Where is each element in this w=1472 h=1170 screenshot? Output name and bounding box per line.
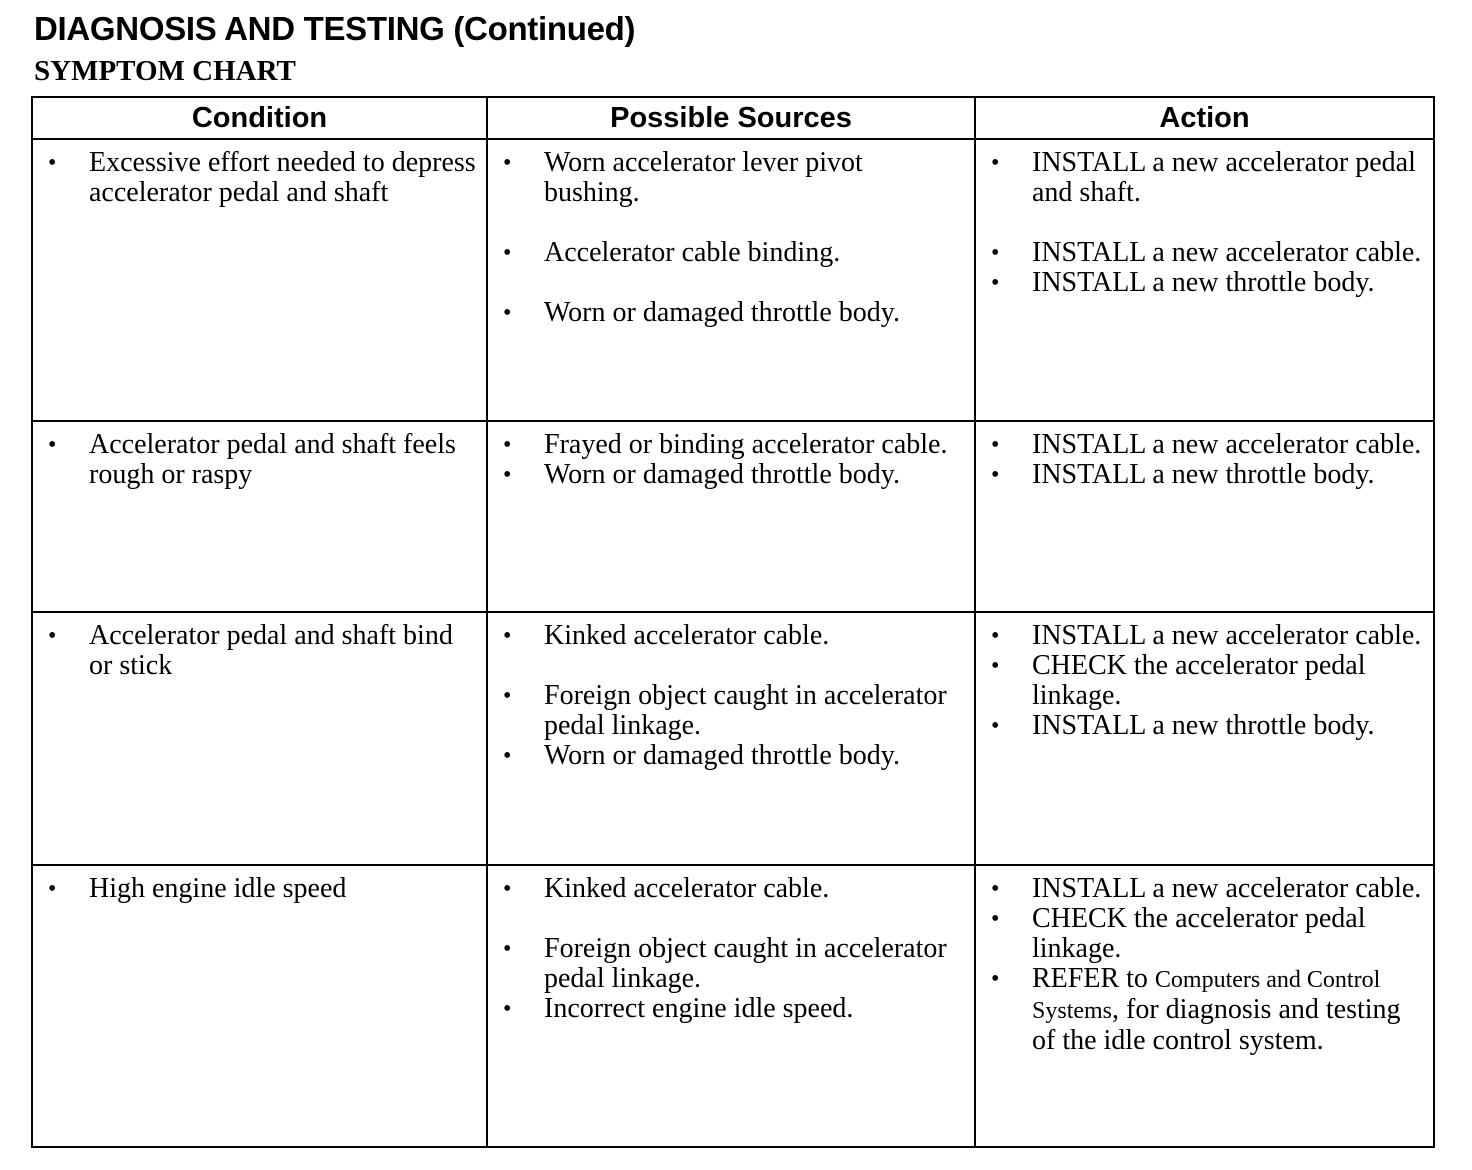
sources-cell [487, 421, 975, 612]
action-item: • INSTALL a new throttle body. [976, 268, 1423, 298]
sources-cell [487, 139, 975, 421]
section-title: SYMPTOM CHART [34, 55, 296, 87]
page-title: DIAGNOSIS AND TESTING (Continued) [34, 10, 636, 47]
sources-cell [487, 612, 975, 865]
action-item: • INSTALL a new accelerator cable. [976, 621, 1423, 651]
action-item-refer [976, 964, 1423, 1056]
condition-cell [32, 421, 487, 612]
refer-tail: , for diagnosis and testing of the idle control system. [1032, 994, 1401, 1056]
action-item: • INSTALL a new throttle body. [976, 711, 1423, 741]
source-item: • Foreign object caught in accelerator pedal linkage. [488, 681, 964, 741]
action-item: • INSTALL a new throttle body. [976, 460, 1423, 490]
action-item: • INSTALL a new accelerator pedal and shaft. [976, 148, 1423, 208]
source-item: • Worn or damaged throttle body. [488, 460, 964, 490]
condition-item: • Accelerator pedal and shaft bind or stick [33, 621, 476, 681]
source-item: • Incorrect engine idle speed. [488, 994, 964, 1024]
action-item: • INSTALL a new accelerator cable. [976, 874, 1423, 904]
action-cell [975, 139, 1434, 421]
header-row [32, 97, 1434, 139]
condition-cell [32, 612, 487, 865]
refer-verb: REFER to [1032, 963, 1148, 994]
source-item: • Accelerator cable binding. [488, 238, 964, 268]
source-item: • Frayed or binding accelerator cable. [488, 430, 964, 460]
table-row [32, 612, 1434, 865]
column-header-action: Action [975, 97, 1434, 139]
action-cell [975, 612, 1434, 865]
action-item: • INSTALL a new accelerator cable. [976, 238, 1423, 268]
symptom-chart-table [31, 96, 1435, 1148]
column-header-condition: Condition [32, 97, 487, 139]
table-row [32, 865, 1434, 1147]
source-item: • Kinked accelerator cable. [488, 874, 964, 904]
action-item: • CHECK the accelerator pedal linkage. [976, 904, 1423, 964]
condition-item: • High engine idle speed [33, 874, 476, 904]
condition-cell [32, 865, 487, 1147]
action-item: • CHECK the accelerator pedal linkage. [976, 651, 1423, 711]
source-item: • Worn or damaged throttle body. [488, 741, 964, 771]
sources-cell [487, 865, 975, 1147]
source-item: • Foreign object caught in accelerator pedal linkage. [488, 934, 964, 994]
action-item: • INSTALL a new accelerator cable. [976, 430, 1423, 460]
action-cell [975, 865, 1434, 1147]
source-item: • Kinked accelerator cable. [488, 621, 964, 651]
table-row [32, 139, 1434, 421]
source-item: • Worn accelerator lever pivot bushing. [488, 148, 964, 208]
condition-cell [32, 139, 487, 421]
condition-item: • Accelerator pedal and shaft feels rough or raspy [33, 430, 476, 490]
action-cell [975, 421, 1434, 612]
condition-item: • Excessive effort needed to depress accelerator pedal and shaft [33, 148, 476, 208]
source-item: • Worn or damaged throttle body. [488, 298, 964, 328]
table-row [32, 421, 1434, 612]
column-header-possible-sources: Possible Sources [487, 97, 975, 139]
refer-reference: Computers and Control Systems [1032, 967, 1381, 1024]
